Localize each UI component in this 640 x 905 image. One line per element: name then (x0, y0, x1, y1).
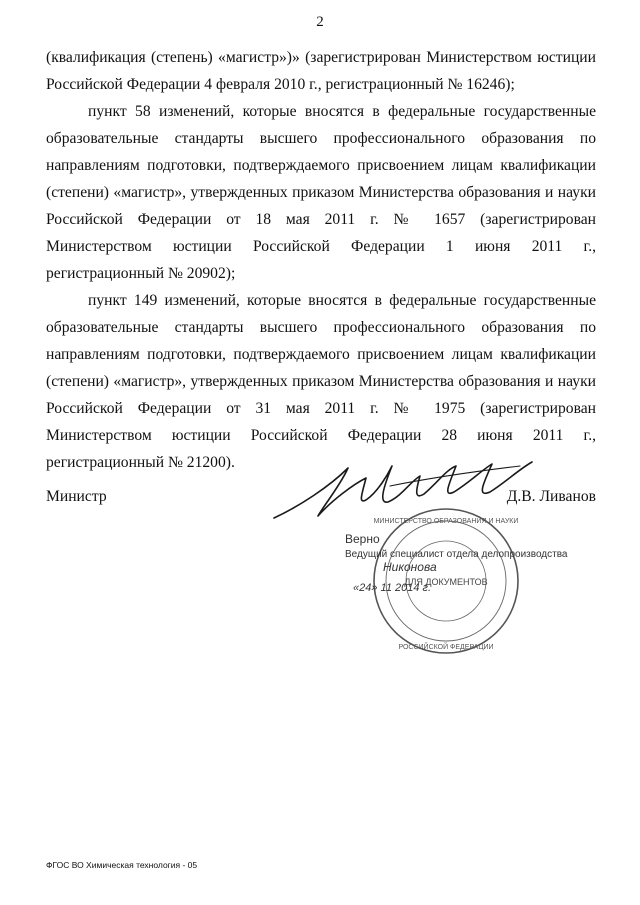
certification-date: «24» 11 2014 г. (353, 582, 432, 594)
certification-verno: Верно (345, 532, 380, 546)
svg-text:ДЛЯ ДОКУМЕНТОВ: ДЛЯ ДОКУМЕНТОВ (404, 577, 488, 587)
document-body (46, 44, 596, 476)
svg-text:РОССИЙСКОЙ ФЕДЕРАЦИИ: РОССИЙСКОЙ ФЕДЕРАЦИИ (398, 644, 494, 651)
paragraph-1: (квалификация (степень) «магистр»)» (зарегистрирован Министерством юстиции Российской Федерации 4 февраля 2010 г., регистрационный № 16246); (46, 49, 596, 93)
svg-text:МИНИСТЕРСТВО ОБРАЗОВАНИЯ И НАУ: МИНИСТЕРСТВО ОБРАЗОВАНИЯ И НАУКИ (373, 518, 519, 525)
paragraph-3: пункт 149 изменений, которые вносятся в федеральные государственные образовательные стандарты высшего профессионального образования по направлениям подготовки, подтверждаемого присвоением лицам квалификации (степени) «магистр», утвержденных приказом Министерства образования и науки Российской Федерации от 31 мая 2011 г. № 1975 (зарегистрирован Министерством юстиции Российской Федерации 28 июня 2011 г., регистрационный № 21200). (46, 292, 596, 471)
minister-title: Министр (46, 488, 107, 505)
certification-position: Ведущий специалист отдела делопроизводства (345, 549, 568, 560)
footer-document-id: ФГОС ВО Химическая технология - 05 (46, 860, 198, 870)
paragraph-2: пункт 58 изменений, которые вносятся в федеральные государственные образовательные стандарты высшего профессионального образования по направлениям подготовки, подтверждаемого присвоением лицам квалификации (степени) «магистр», утвержденных приказом Министерства образования и науки Российской Федерации от 18 мая 2011 г. № 1657 (зарегистрирован Министерством юстиции Российской Федерации 1 июня 2011 г., регистрационный № 20902); (46, 103, 596, 282)
certification-signer: Никонова (383, 560, 437, 574)
minister-name: Д.В. Ливанов (506, 488, 596, 505)
page-number: 2 (316, 14, 324, 30)
